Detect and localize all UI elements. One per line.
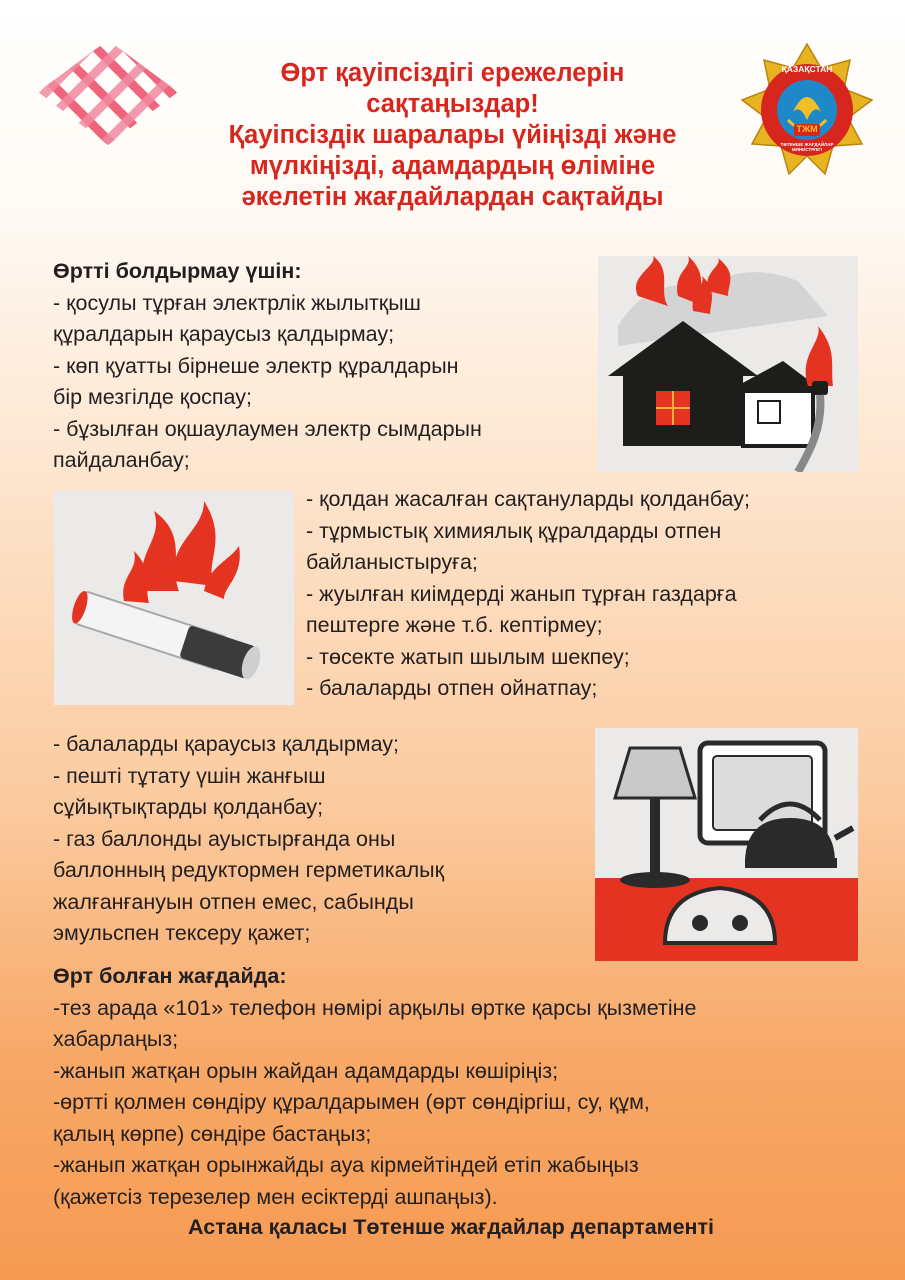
section-heading: Өртті болдырмау үшін: [53,259,302,283]
rule-line: -жанып жатқан орын жайдан адамдарды көшіріңіз; [53,1058,559,1083]
emblem-center-text: ТЖМ [796,124,818,134]
section-in-case-of-fire [53,961,696,1213]
section-prevention [53,256,482,477]
section-heading: Өрт болған жағдайда: [53,964,287,988]
electrical-appliances-icon [595,728,858,961]
rule-line: сұйықтықтарды қолданбау; [53,795,324,819]
emblem-bottom-text: ТӨТЕНШЕ ЖАҒДАЙЛАР МИНИСТРЛІГІ [780,142,834,152]
rule-line: пештерге және т.б. кептірмеу; [306,613,603,637]
section-gas [53,729,444,950]
rule-line: - балаларды қараусыз қалдырмау; [53,732,400,756]
rule-line: қалың көрпе) сөндіре бастаңыз; [53,1121,372,1146]
rule-line: (қажетсіз терезелер мен есіктерді ашпаңыз). [53,1184,498,1209]
rule-line: құралдарын қараусыз қалдырмау; [53,322,395,346]
emergency-ministry-emblem-icon [738,42,876,182]
pattern-logo-icon [38,40,178,145]
rule-line: жалғанғануын отпен емес, сабынды [53,889,414,914]
title-line: әкелетін жағдайлардан сақтайды [241,183,664,211]
rule-line: - пешті тұтату үшін жанғыш [53,763,326,788]
rule-line: - тұрмыстық химиялық құралдарды отпен [306,518,722,543]
rule-line: пайдаланбау; [53,448,190,472]
rule-line: - газ баллонды ауыстырғанда оны [53,826,396,851]
rule-line: баллонның редуктормен герметикалық [53,858,445,882]
rule-line: - балаларды отпен ойнатпау; [306,676,598,700]
section-household [306,484,750,705]
rule-line: -өртті қолмен сөндіру құралдарымен (өрт сөндіргіш, су, құм, [53,1090,650,1114]
rule-line: бір мезгілде қоспау; [53,385,252,409]
title-line: сақтаңыздар! [366,90,539,118]
burning-house-icon [598,256,858,472]
rule-line: - қолдан жасалған сақтануларды қолданбау; [306,487,750,511]
emblem-top-text: ҚАЗАҚСТАН [781,64,833,74]
rule-line: - жуылған киімдерді жанып тұрған газдарға [306,581,737,606]
burning-cigarette-icon [54,491,294,705]
rule-line: байланыстыруға; [306,550,478,574]
rule-line: - қосулы тұрған электрлік жылытқыш [53,290,421,315]
rule-line: - төсекте жатып шылым шекпеу; [306,644,630,669]
rule-line: -жанып жатқан орынжайды ауа кірмейтіндей етіп жабыңыз [53,1153,639,1177]
footer-department: Астана қаласы Төтенше жағдайлар департаменті [188,1215,715,1239]
title-line: Қауіпсіздік шаралары үйіңізді және [228,121,677,149]
title-line: мүлкіңізді, адамдардың өліміне [249,152,656,180]
rule-line: - бұзылған оқшаулаумен электр сымдарын [53,416,482,441]
rule-line: - көп қуатты бірнеше электр құралдарын [53,353,459,378]
title-line: Өрт қауіпсіздігі ережелерін [280,59,625,87]
rule-line: -тез арада «101» телефон нөмірі арқылы өртке қарсы қызметіне [53,995,697,1020]
rule-line: хабарлаңыз; [53,1027,179,1051]
page-title [180,58,725,213]
rule-line: эмульспен тексеру қажет; [53,921,311,945]
